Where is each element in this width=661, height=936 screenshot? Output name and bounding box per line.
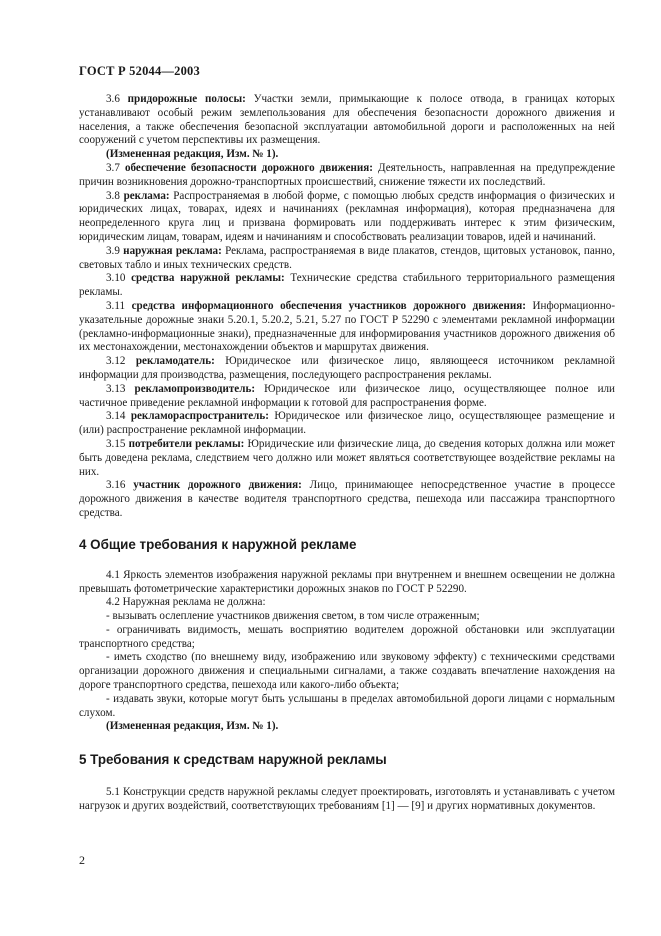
term-3-9 [79, 245, 615, 273]
term-definition: Технические средства стабильного территориального размещения рекламы. [79, 272, 615, 299]
edit-note: (Измененная редакция, Изм. № 1). [106, 720, 279, 733]
section-4-heading: 4 Общие требования к наружной рекламе [79, 536, 357, 552]
page-number: 2 [79, 853, 85, 867]
term-definition: Распространяемая в любой форме, с помощью любых средств информация о физических и юридических лицах, товарах, идеях и начинаниях (рекламная информация), которая предназначена для неопределенного круга лиц и призвана формировать или поддерживать интерес к этим физическим, юридическим лицам, товарам, идеям и начинаниям и способствовать реализации товаров, идей и начинаний. [79, 189, 615, 243]
term-name: придорожные полосы: [127, 93, 246, 105]
term-definition: Участки земли, примыкающие к полосе отвода, в границах которых устанавливают особый режим землепользования для обеспечения безопасности дорожного движения и населения, а также обеспечения безопасной эксплуатации автомобильной дороги и расположенных на ней сооружений с учетом перспективы их размещения. [79, 93, 616, 147]
term-definition: Реклама, распространяемая в виде плакатов, стендов, щитовых установок, панно, световых табло и иных технических средств. [79, 244, 615, 271]
term-3-15 [79, 438, 615, 479]
term-name: наружная реклама: [123, 244, 222, 257]
term-name: реклама: [123, 189, 170, 202]
term-number: 3.6 [106, 93, 120, 105]
term-number: 3.14 [106, 410, 126, 423]
term-3-12 [79, 355, 615, 383]
term-3-13 [79, 383, 615, 411]
clause-4-2: 4.2 Наружная реклама не должна: [106, 596, 266, 609]
term-name: обеспечение безопасности дорожного движения: [124, 161, 373, 174]
term-definition: Юридическое или физическое лицо, осуществляющее размещение и (или) распространение рекламной информации. [79, 410, 615, 437]
term-3-16 [79, 479, 615, 520]
term-3-11 [79, 300, 615, 355]
term-definition: Информационно-указательные дорожные знаки 5.20.1, 5.20.2, 5.21, 5.27 по ГОСТ Р 52290 с элементами рекламной информации (рекламно-информационные знаки), предназначенные для информирования участников дорожного движения об их местонахождении, местонахождении объектов и маршрутах движения. [79, 299, 616, 354]
document-body [79, 93, 615, 814]
edit-note: (Измененная редакция, Изм. № 1). [106, 148, 279, 161]
term-number: 3.16 [106, 479, 126, 492]
term-name: потребители рекламы: [128, 437, 245, 450]
list-item: - вызывать ослепление участников движения светом, в том числе отраженным; [106, 610, 480, 623]
term-name: участник дорожного движения: [133, 479, 302, 492]
term-definition: Юридические или физические лица, до сведения которых должна или может быть доведена реклама, следствием чего должно или может являться соответствующее воздействие рекламы на них. [79, 437, 616, 478]
term-name: рекламодатель: [135, 355, 215, 368]
term-3-10 [79, 272, 615, 300]
term-number: 3.13 [106, 382, 126, 395]
term-number: 3.8 [106, 189, 120, 202]
list-item: - ограничивать видимость, мешать восприятию водителем дорожной обстановки или эксплуатации транспортного средства; [79, 623, 615, 650]
term-name: рекламораспространитель: [130, 410, 269, 423]
term-definition: Деятельность, направленная на предупреждение причин возникновения дорожно-транспортных происшествий, снижение тяжести их последствий. [79, 161, 615, 188]
list-item: - иметь сходство (по внешнему виду, изображению или звуковому эффекту) с техническими средствами организации дорожного движения и специальными сигналами, а также создавать впечатление нахождения на дороге транспортного средства, пешехода или какого-либо объекта; [79, 651, 615, 692]
term-number: 3.11 [106, 299, 126, 312]
term-3-6 [79, 93, 615, 148]
term-name: средства наружной рекламы: [131, 272, 285, 285]
section-5-heading: 5 Требования к средствам наружной рекламы [79, 752, 387, 768]
term-definition: Юридическое или физическое лицо, осуществляющее полное или частичное приведение рекламной информации к готовой для распространения форме. [79, 382, 615, 409]
term-number: 3.10 [106, 272, 126, 285]
term-number: 3.9 [106, 244, 120, 257]
document-header: ГОСТ Р 52044—2003 [79, 64, 200, 78]
term-number: 3.12 [106, 355, 126, 368]
term-definition: Юридическое или физическое лицо, являющееся источником рекламной информации для производства, размещения, последующего распространения рекламы. [79, 355, 616, 381]
term-name: рекламопроизводитель: [134, 382, 256, 395]
term-name: средства информационного обеспечения участников дорожного движения: [131, 299, 526, 312]
term-definition: Лицо, принимающее непосредственное участие в процессе дорожного движения в качестве водителя транспортного средства, пешехода или пассажира транспортного средства. [79, 479, 616, 519]
list-item: - издавать звуки, которые могут быть услышаны в пределах автомобильной дороги лицами с нормальным слухом. [79, 692, 615, 719]
clause-4-1: 4.1 Яркость элементов изображения наружной рекламы при внутреннем и внешнем освещении не должна превышать фотометрические характеристики дорожных знаков по ГОСТ Р 52290. [79, 568, 615, 595]
term-3-14 [79, 410, 615, 438]
term-3-8 [79, 190, 615, 245]
term-3-7 [79, 162, 615, 190]
term-number: 3.15 [106, 437, 126, 450]
term-number: 3.7 [106, 161, 120, 174]
clause-5-1: 5.1 Конструкции средств наружной рекламы следует проектировать, изготовлять и устанавливать с учетом нагрузок и других воздействий, соответствующих требованиям [1] — [9] и других нормативных документов. [79, 786, 615, 813]
